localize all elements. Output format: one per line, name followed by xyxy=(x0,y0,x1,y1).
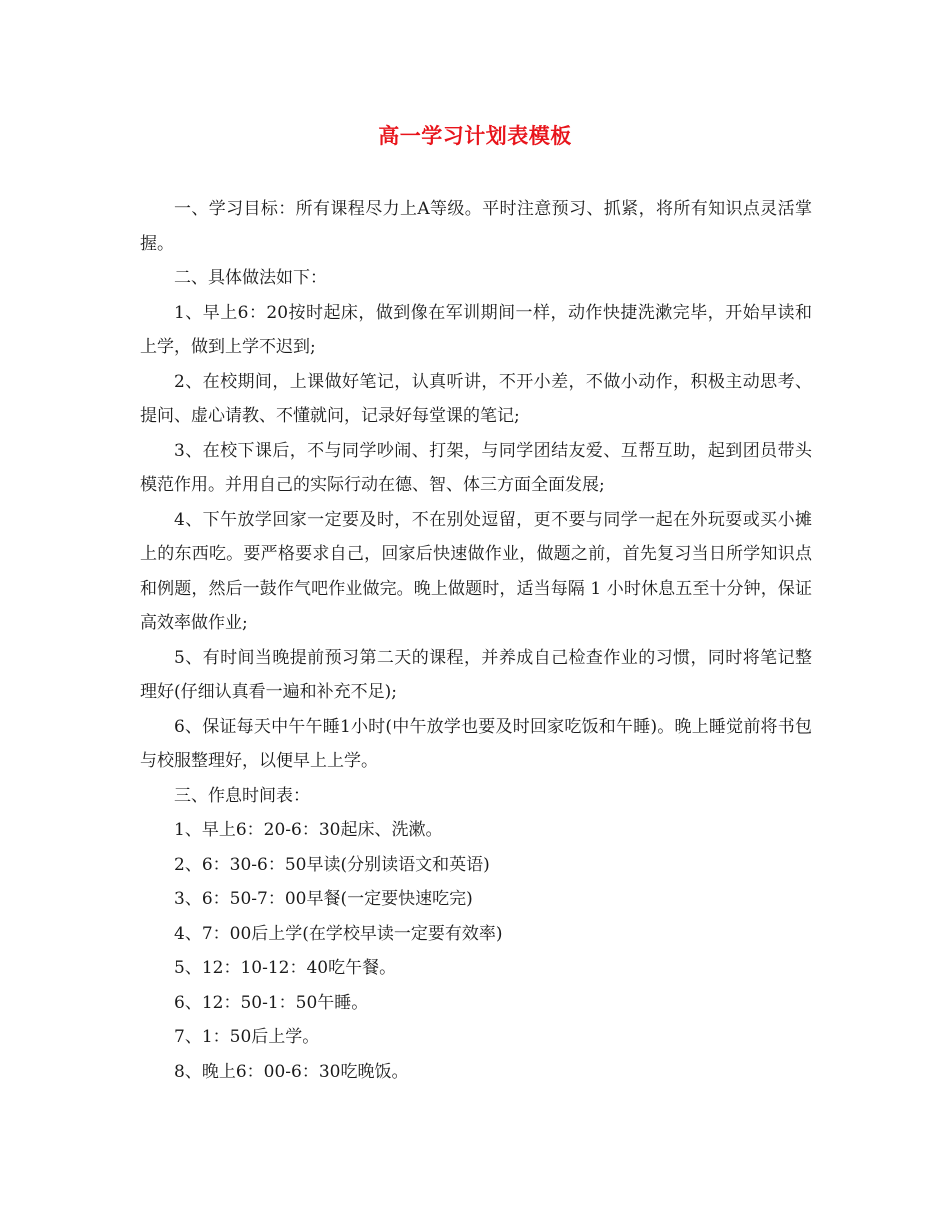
schedule-item-6: 6、12：50-1：50午睡。 xyxy=(174,992,369,1013)
paragraph-goal: 一、学习目标：所有课程尽力上A等级。平时注意预习、抓紧，将所有知识点灵活掌握。 xyxy=(140,199,812,254)
method-item-6: 6、保证每天中午午睡1小时(中午放学也要及时回家吃饭和午睡)。晚上睡觉前将书包与校服整理好，以便早上上学。 xyxy=(140,716,812,771)
method-item-2: 2、在校期间，上课做好笔记，认真听讲，不开小差，不做小动作，积极主动思考、提问、虚心请教、不懂就问，记录好每堂课的笔记; xyxy=(140,371,812,426)
document-body xyxy=(140,192,812,1089)
section-heading-methods: 二、具体做法如下： xyxy=(174,268,327,288)
schedule-item-4: 4、7：00后上学(在学校早读一定要有效率) xyxy=(174,923,503,944)
schedule-item-8: 8、晚上6：00-6：30吃晚饭。 xyxy=(174,1061,409,1082)
method-item-1: 1、早上6：20按时起床，做到像在军训期间一样，动作快捷洗漱完毕，开始早读和上学，做到上学不迟到; xyxy=(140,302,812,357)
method-item-4: 4、下午放学回家一定要及时，不在别处逗留，更不要与同学一起在外玩耍或买小摊上的东西吃。要严格要求自己，回家后快速做作业，做题之前，首先复习当日所学知识点和例题，然后一鼓作气吧作业做完。晚上做题时，适当每隔 1 小时休息五至十分钟，保证高效率做作业; xyxy=(140,509,812,633)
schedule-item-2: 2、6：30-6：50早读(分别读语文和英语) xyxy=(174,854,490,875)
document-title: 高一学习计划表模板 xyxy=(378,124,572,148)
method-item-5: 5、有时间当晚提前预习第二天的课程，并养成自己检查作业的习惯，同时将笔记整理好(仔细认真看一遍和补充不足); xyxy=(140,647,812,702)
schedule-item-7: 7、1：50后上学。 xyxy=(174,1027,320,1047)
schedule-item-1: 1、早上6：20-6：30起床、洗漱。 xyxy=(174,820,443,840)
method-item-3: 3、在校下课后，不与同学吵闹、打架，与同学团结友爱、互帮互助，起到团员带头模范作用。并用自己的实际行动在德、智、体三方面全面发展; xyxy=(140,440,812,495)
section-heading-schedule: 三、作息时间表： xyxy=(174,785,310,806)
schedule-item-5: 5、12：10-12：40吃午餐。 xyxy=(174,958,397,978)
schedule-item-3: 3、6：50-7：00早餐(一定要快速吃完) xyxy=(174,889,473,909)
